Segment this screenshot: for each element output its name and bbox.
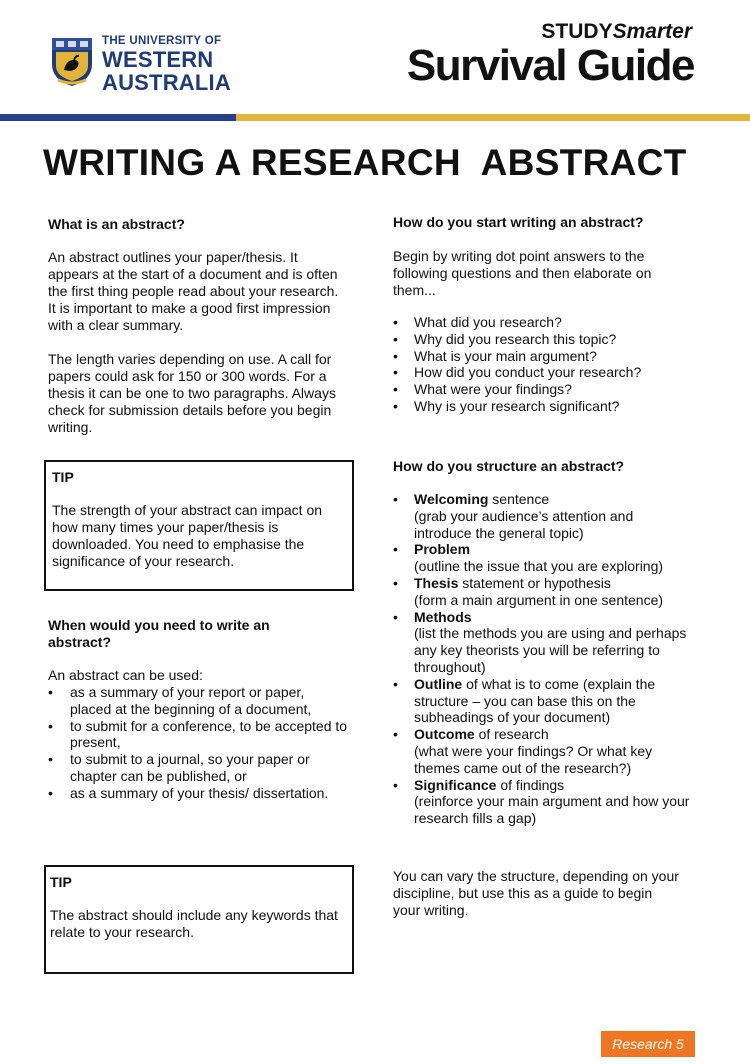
tip-label-1: TIP <box>52 469 74 485</box>
structure-item-bold: Outline <box>414 675 463 692</box>
what-paragraph-1: An abstract outlines your paper/thesis. It appears at the start of a document and is often the first thing people read about your research. It is important to make a good first impression with a clear summary. <box>48 249 339 333</box>
header-rule-blue <box>0 114 236 121</box>
brand-study: STUDY <box>541 20 613 43</box>
list-item: • What is your main argument? <box>393 348 713 365</box>
list-item: • Why did you research this topic? <box>393 331 713 348</box>
university-name <box>102 36 231 94</box>
university-name-line3: AUSTRALIA <box>102 69 231 95</box>
structure-item-thesis <box>393 575 693 609</box>
structure-list <box>393 491 693 827</box>
tip-text-2: The abstract should include any keywords that relate to your research. <box>50 907 338 940</box>
list-item: • as a summary of your report or paper, placed at the beginning of a document, <box>48 684 348 718</box>
university-crest-logo <box>50 36 94 88</box>
when-heading: When would you need to write an abstract? <box>48 617 270 650</box>
structure-item-outline <box>393 676 693 726</box>
start-questions-list <box>393 314 713 415</box>
structure-item-bold: Problem <box>414 541 471 558</box>
structure-item-methods <box>393 609 693 676</box>
structure-item-desc: (outline the issue that you are exploring) <box>414 558 664 575</box>
tip-box-2 <box>44 865 354 974</box>
when-list <box>48 684 348 802</box>
list-item: • to submit for a conference, to be accepted to present, <box>48 718 348 752</box>
brand-smarter: Smarter <box>612 20 692 43</box>
start-heading: How do you start writing an abstract? <box>393 214 644 230</box>
when-intro: An abstract can be used: <box>48 667 203 683</box>
structure-item-desc: (reinforce your main argument and how your research fills a gap) <box>414 793 690 827</box>
structure-item-bold: Thesis <box>414 574 459 591</box>
list-item: • How did you conduct your research? <box>393 364 713 381</box>
tip-box-1 <box>44 460 354 591</box>
structure-item-desc: (what were your findings? Or what key themes came out of the research?) <box>414 742 653 776</box>
structure-item-desc: (list the methods you are using and perhaps any key theorists you will be referring to throughout) <box>414 625 687 675</box>
structure-item-bold: Significance <box>414 776 497 793</box>
list-item: • What were your findings? <box>393 381 713 398</box>
structure-item-rest: of findings <box>496 776 565 793</box>
tip-text-1: The strength of your abstract can impact on how many times your paper/thesis is downloaded. You need to emphasise the significance of your research. <box>52 502 323 569</box>
university-name-line1: THE UNIVERSITY OF <box>102 35 222 47</box>
page-label-badge: Research 5 <box>601 1031 695 1057</box>
structure-item-rest: of research <box>474 726 549 743</box>
structure-item-problem <box>393 541 693 575</box>
structure-item-bold: Outcome <box>414 726 475 743</box>
structure-heading: How do you structure an abstract? <box>393 458 625 474</box>
what-paragraph-2: The length varies depending on use. A call for papers could ask for 150 or 300 words. For a thesis it can be one to two paragraphs. Always check for submission details before you begin writing. <box>48 351 336 435</box>
tip-label-2: TIP <box>50 874 72 890</box>
structure-item-desc: (form a main argument in one sentence) <box>414 591 664 608</box>
structure-item-bold: Welcoming <box>414 491 489 507</box>
header-rule-gold <box>236 114 750 121</box>
list-item: • as a summary of your thesis/ dissertation. <box>48 785 348 802</box>
list-item: • Why is your research significant? <box>393 398 713 415</box>
start-paragraph: Begin by writing dot point answers to the following questions and then elaborate on them... <box>393 248 652 298</box>
closing-paragraph: You can vary the structure, depending on your discipline, but use this as a guide to begin your writing. <box>393 868 679 918</box>
university-name-line2: WESTERN <box>102 46 214 72</box>
structure-item-outcome <box>393 726 693 776</box>
what-heading: What is an abstract? <box>48 216 185 232</box>
structure-item-bold: Methods <box>414 608 472 625</box>
structure-item-significance <box>393 777 693 827</box>
structure-item-desc: (grab your audience’s attention and introduce the general topic) <box>414 507 634 541</box>
structure-item-welcoming <box>393 491 693 541</box>
page-title: WRITING A RESEARCH ABSTRACT <box>43 142 687 183</box>
list-item: • What did you research? <box>393 314 713 331</box>
structure-item-rest: sentence <box>488 491 550 507</box>
structure-item-rest: statement or hypothesis <box>458 574 611 591</box>
list-item: • to submit to a journal, so your paper or chapter can be published, or <box>48 751 348 785</box>
structure-item-rest: of what is to come (explain the structure – you can base this on the subheadings of your document) <box>414 675 656 726</box>
survival-guide-brand: Survival Guide <box>406 41 694 90</box>
